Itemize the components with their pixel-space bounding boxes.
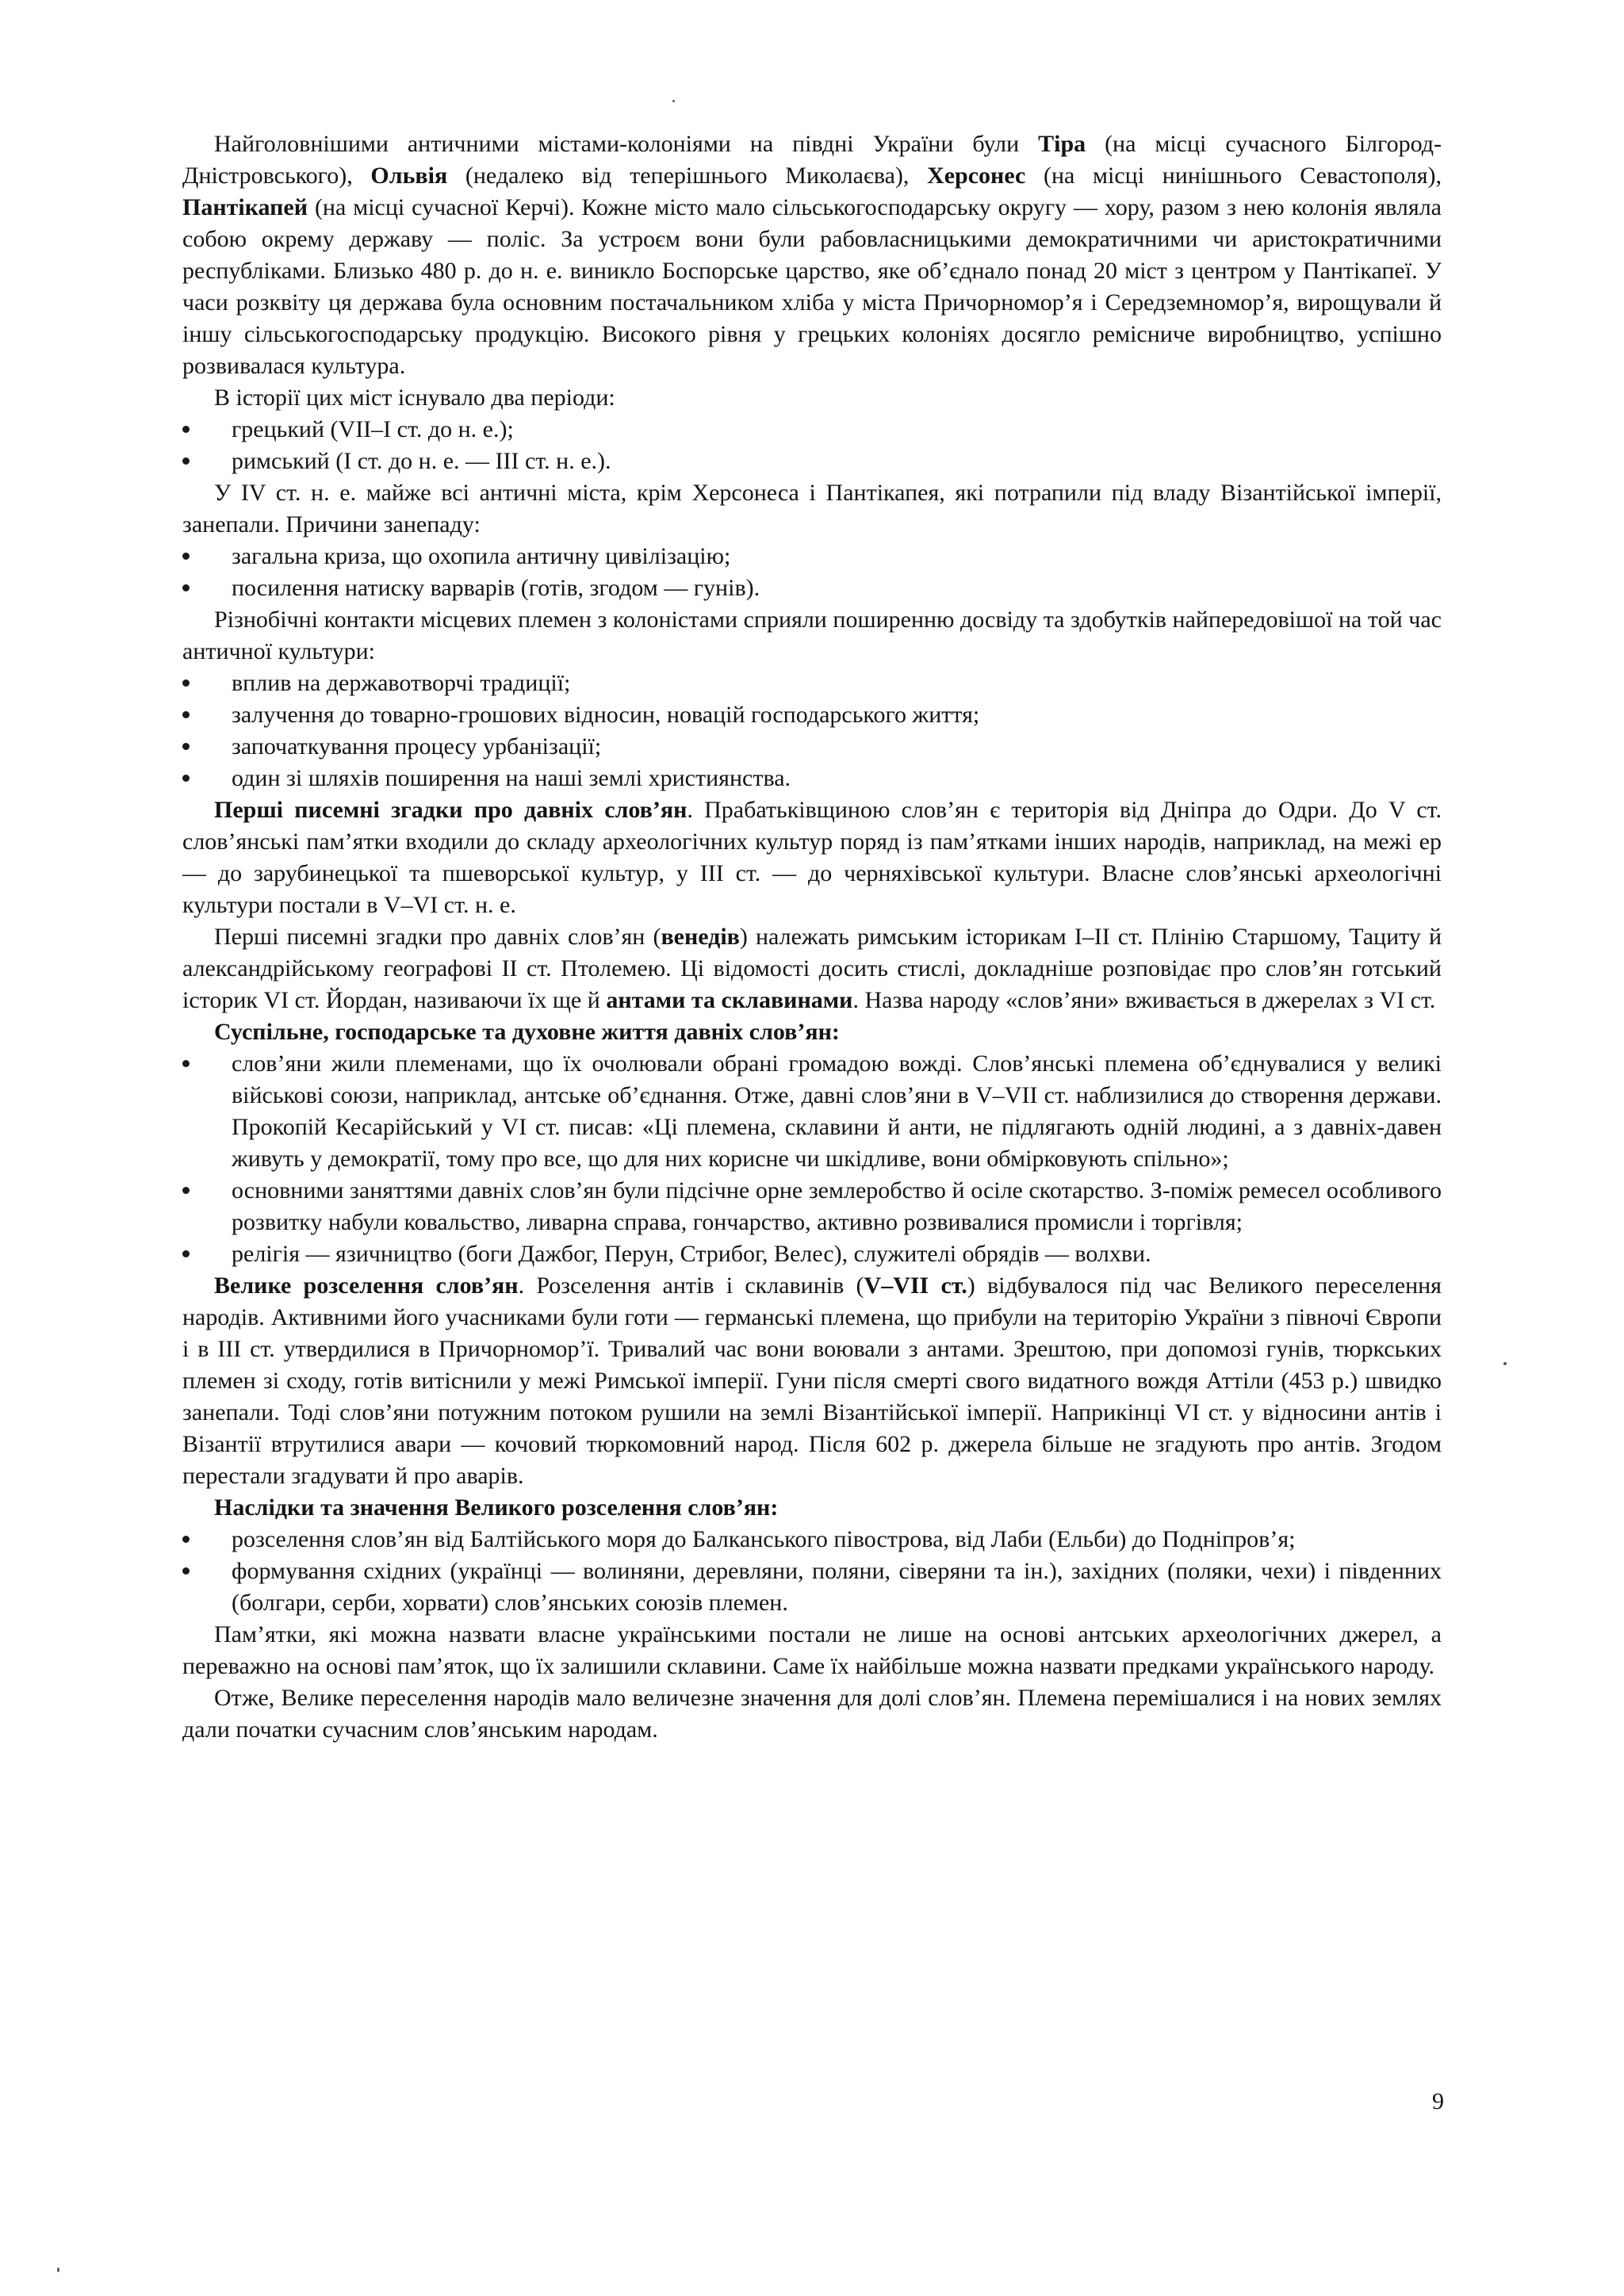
page-number: 9 — [1432, 2088, 1444, 2114]
first-mentions-paragraph: Перші писемні згадки про давніх слов’ян. Прабатьківщиною слов’ян є територія від Дніпра до Одри. До V ст. слов’янські пам’ятки входили до складу археологічних культур поряд із пам’ятками інших народів, наприклад, на межі ер — до зарубинецької та пшеворської культур, у III ст. — до черняхівської культури. Власне слов’янські археологічні культури постали в V–VI ст. н. е. — [182, 797, 1442, 918]
list-item: римський (I ст. до н. е. — III ст. н. е.). — [182, 446, 1442, 477]
list-item: вплив на державотворчі традиції; — [182, 668, 1442, 699]
section-heading: Велике розселення слов’ян — [214, 1272, 519, 1299]
bullet-icon — [182, 743, 190, 750]
list-item: один зі шляхів поширення на наші землі християнства. — [182, 763, 1442, 794]
decline-lead: У IV ст. н. е. майже всі античні міста, крім Херсонеса і Пантікапея, які потрапили під владу Візантійської імперії, занепали. Причини занепаду: — [182, 480, 1442, 538]
list-item: грецький (VII–I ст. до н. е.); — [182, 414, 1442, 446]
bullet-icon — [182, 775, 190, 782]
list-item: залучення до товарно-грошових відносин, новацій господарського життя; — [182, 699, 1442, 731]
bullet-icon — [182, 1250, 190, 1257]
periods-lead: В історії цих міст існувало два періоди: — [214, 385, 615, 411]
bullet-icon — [182, 711, 190, 718]
bullet-icon — [182, 1536, 190, 1543]
document-body — [182, 128, 1442, 1746]
first-mentions-paragraph-2: Перші писемні згадки про давніх слов’ян (венедів) належать римським історикам I–II ст. Плінію Старшому, Тациту й александрійському географові II ст. Птолемею. Ці відомості досить стислі, докладніше розповідає про слов’ян готський історик VI ст. Йордан, називаючи їх ще й антами та склавинами. Назва народу «слов’яни» вживається в джерелах з VI ст. — [182, 924, 1442, 1013]
periods-list — [182, 414, 1442, 477]
list-item: посилення натиску варварів (готів, згодом — гунів). — [182, 572, 1442, 604]
list-item: слов’яни жили племенами, що їх очолювали обрані громадою вожді. Слов’янські племена об’єднувалися у великі військові союзи, наприклад, антське об’єднання. Отже, давні слов’яни в V–VII ст. наблизилися до створення держави. Прокопій Кесарійський у VI ст. писав: «Ці племена, склавини й анти, не підлягають одній людині, а з давніх-давен живуть у демократії, тому про все, що для них корисне чи шкідливе, вони обмірковують спільно»; — [182, 1048, 1442, 1175]
bullet-icon — [182, 426, 190, 433]
closing-paragraph-1: Пам’ятки, які можна назвати власне українськими постали не лише на основі антських археологічних джерел, а переважно на основі пам’яток, що їх залишили склавини. Саме їх найбільше можна назвати предками українського народу. — [182, 1621, 1442, 1679]
city-panticapaeum: Пантікапей — [182, 194, 308, 220]
bullet-icon — [182, 553, 190, 560]
city-olbia: Ольвія — [370, 163, 448, 189]
section-heading: Суспільне, господарське та духовне життя давніх слов’ян: — [214, 1019, 840, 1045]
scan-speck — [1503, 1362, 1507, 1365]
list-item: релігія — язичництво (боги Дажбог, Перун, Стрибог, Велес), служителі обрядів — волхви. — [182, 1238, 1442, 1270]
contacts-list — [182, 668, 1442, 794]
city-tira: Тіра — [1038, 131, 1086, 157]
decline-list — [182, 541, 1442, 604]
bullet-icon — [182, 457, 190, 465]
scan-speck — [672, 100, 675, 102]
bullet-icon — [182, 584, 190, 591]
closing-paragraph-2: Отже, Велике переселення народів мало величезне значення для долі слов’ян. Племена перемішалися і на нових землях дали початки сучасним слов’янським народам. — [182, 1685, 1442, 1743]
intro-paragraph: Найголовнішими античними містами-колоніями на півдні України були Тіра (на місці сучасного Білгород-Дністровського), Ольвія (недалеко від теперішнього Миколаєва), Херсонес (на місці нинішнього Севастополя), Пантікапей (на місці сучасної Керчі). Кожне місто мало сільськогосподарську округу — хору, разом з нею колонія являла собою окрему державу — поліс. За устроєм вони були рабовласницькими демократичними чи аристократичними республіками. Близько 480 р. до н. е. виникло Боспорське царство, яке об’єднало понад 20 міст з центром у Пантікапеї. У часи розквіту ця держава була основним постачальником хліба у міста Причорномор’я і Середземномор’я, вирощували й іншу сільськогосподарську продукцію. Високого рівня у грецьких колоніях досягло ремісниче виробництво, успішно розвивалася культура. — [182, 131, 1442, 379]
bullet-icon — [182, 1060, 190, 1067]
list-item: основними заняттями давніх слов’ян були підсічне орне землеробство й осіле скотарство. З-поміж ремесел особливого розвитку набули ковальство, ливарна справа, гончарство, активно розвивалися промисли і торгівля; — [182, 1175, 1442, 1238]
bullet-icon — [182, 1187, 190, 1194]
scan-speck — [57, 2267, 59, 2272]
social-list — [182, 1048, 1442, 1270]
list-item: започаткування процесу урбанізації; — [182, 731, 1442, 763]
list-item: формування східних (українці — волиняни, деревляни, поляни, сіверяни та ін.), західних (поляки, чехи) і південних (болгари, серби, хорвати) слов’янських союзів племен. — [182, 1556, 1442, 1619]
bullet-icon — [182, 1567, 190, 1575]
city-chersonesos: Херсонес — [927, 163, 1026, 189]
settlement-paragraph: Велике розселення слов’ян. Розселення антів і склавинів (V–VII ст.) відбувалося під час Великого переселення народів. Активними його учасниками були готи — германські племена, що прибули на територію України з півночі Європи і в III ст. утвердилися в Причорномор’ї. Тривалий час вони воювали з антами. Зрештою, при допомозі гунів, тюркських племен зі сходу, готів витіснили у межі Римської імперії. Гуни після смерті свого видатного вождя Аттіли (453 р.) швидко занепали. Тоді слов’яни потужним потоком рушили на землі Візантійської імперії. Наприкінці VI ст. у відносини антів і Візантії втрутилися авари — кочовий тюркомовний народ. Після 602 р. джерела більше не згадують про антів. Згодом перестали згадувати й про аварів. — [182, 1272, 1442, 1489]
list-item: загальна криза, що охопила античну цивілізацію; — [182, 541, 1442, 572]
section-heading: Перші писемні згадки про давніх слов’ян — [214, 797, 688, 823]
contacts-lead: Різнобічні контакти місцевих племен з колоністами сприяли поширенню досвіду та здобутків найпередовішої на той час античної культури: — [182, 607, 1442, 664]
bullet-icon — [182, 679, 190, 687]
list-item: розселення слов’ян від Балтійського моря до Балканського півострова, від Лаби (Ельби) до Подніпров’я; — [182, 1524, 1442, 1556]
consequences-list — [182, 1524, 1442, 1619]
section-heading: Наслідки та значення Великого розселення слов’ян: — [214, 1494, 779, 1521]
